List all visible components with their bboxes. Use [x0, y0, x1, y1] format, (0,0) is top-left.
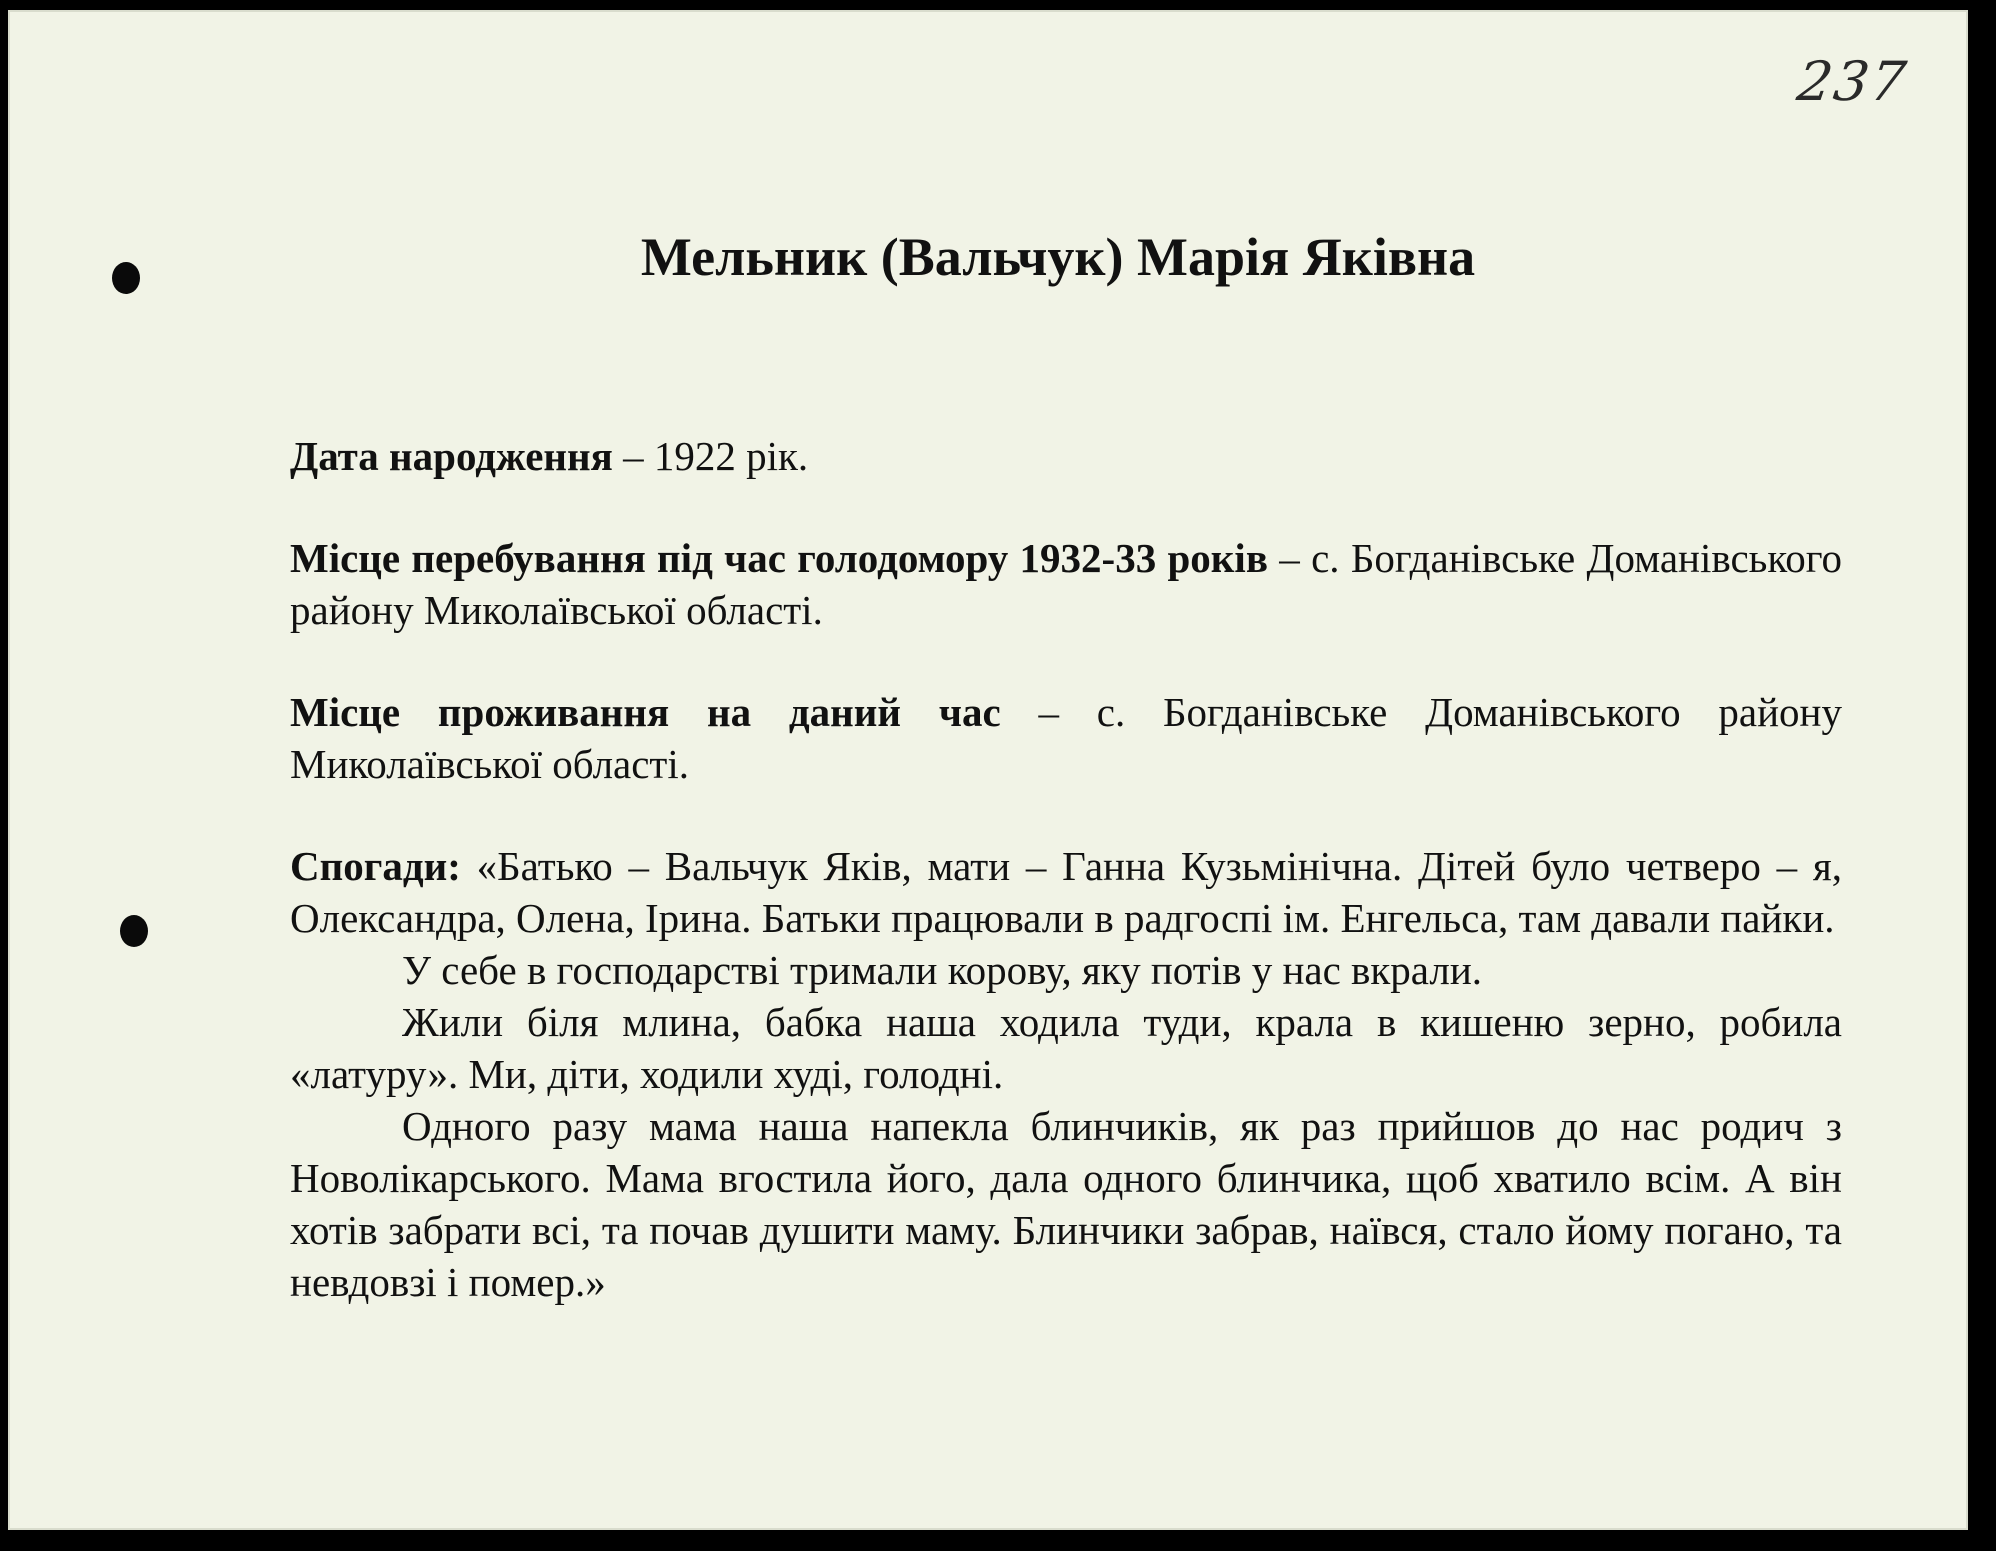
document-title: Мельник (Вальчук) Марія Яківна [640, 227, 1476, 287]
famine-location-dash: – [1267, 535, 1312, 581]
current-residence-dash: – [1000, 689, 1097, 735]
current-residence-label: Місце проживання на даний час [290, 689, 1001, 735]
memoirs-paragraph-2: У себе в господарстві тримали корову, яку потів у нас вкрали. [402, 947, 1483, 993]
punch-hole-bottom [120, 915, 148, 947]
birth-date-label: Дата народження [290, 433, 613, 479]
birth-date-value: 1922 рік. [653, 433, 809, 479]
memoirs-paragraph-4: Одного разу мама наша напекла блинчиків, як раз прийшов до нас родич з Новолікарського. Мама вгостила його, дала одного блинчика, щоб хватило всім. А він хотів забрати всі, та почав душити маму. Блинчики забрав, наївся, стало йому погано, та невдовзі і помер.» [290, 1103, 1842, 1305]
famine-location-line [290, 532, 1842, 636]
memoirs-paragraph-3: Жили біля млина, бабка наша ходила туди, крала в кишеню зерно, робила «латуру». Ми, діти, ходили худі, голодні. [290, 999, 1842, 1097]
memoirs-label: Спогади: [290, 843, 461, 889]
document-page [8, 10, 1968, 1530]
memoirs-paragraph-1 [290, 840, 1842, 944]
memoirs-text-1: «Батько – Вальчук Яків, мати – Ганна Кузьмінічна. Дітей було четверо – я, Олександра, Олена, Ірина. Батьки працювали в радгоспі ім. Енгельса, там давали пайки. [290, 843, 1842, 941]
birth-date-dash: – [612, 433, 654, 479]
birth-date-line [290, 430, 1842, 482]
current-residence-line [290, 686, 1842, 790]
current-residence-value: с. Богданівське Доманівського району Миколаївської області. [290, 689, 1842, 787]
famine-location-label: Місце перебування під час голодомору 1932-33 років [290, 535, 1268, 581]
document-body [290, 430, 1842, 1308]
famine-location-value: с. Богданівське Доманівського району Миколаївської області. [290, 535, 1843, 633]
folio-number: 237 [1793, 50, 1912, 113]
